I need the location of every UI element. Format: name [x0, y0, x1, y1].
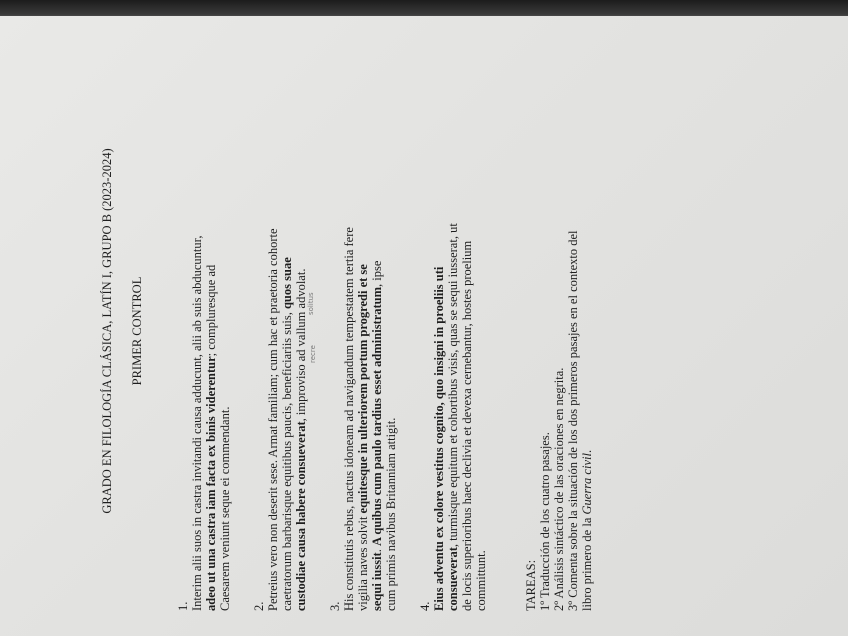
passage-4-line-3 [460, 241, 475, 611]
text-run: . [370, 546, 384, 553]
passage-2-number: 2. [252, 601, 266, 611]
text-run: ; compluresque ad [204, 264, 218, 357]
passage-2-line-1 [266, 228, 281, 611]
bold-run: quos suae [280, 257, 294, 310]
passage-3-number: 3. [328, 601, 342, 611]
passage-4-line-1 [432, 267, 447, 611]
passage-3-line-2 [356, 264, 371, 611]
task-3-continuation [580, 450, 595, 611]
passage-1-number: 1. [176, 601, 190, 611]
passage-3-line-4 [384, 418, 399, 611]
handwritten-note-1: recre [309, 345, 317, 363]
bold-run: custodiae causa habere consueverat [294, 421, 308, 611]
text-run: . [580, 449, 594, 454]
text-run: Petreius vero non deserit sese. Armat familiam; cum hac et praetoria cohorte [266, 228, 280, 611]
task-1: 1º Traducción de los cuatro pasajes. [538, 432, 552, 611]
task-2: 2º Análisis sintáctico de las oraciones en negrita. [552, 367, 566, 611]
passage-1-line-1 [190, 236, 205, 611]
passage-4-number: 4. [418, 601, 432, 611]
text-run: de locis superioribus haec declivia et devexa cernebantur, hostes proelium [460, 240, 474, 611]
bold-run: equitesque in ulteriorem portum progredi et se [356, 264, 370, 514]
passage-4-line-4 [474, 550, 489, 611]
bold-run: adeo ut una castra iam facta ex binis viderentur [204, 356, 218, 611]
text-run: libro primero de la [580, 514, 594, 611]
task-3: 3º Comenta sobre la situación de los dos primeros pasajes en el contexto del [566, 230, 580, 611]
text-run: vigilia naves solvit [356, 513, 370, 611]
passage-3-line-3 [370, 261, 385, 611]
exam-subtitle: PRIMER CONTROL [130, 276, 144, 386]
exam-title: GRADO EN FILOLOGÍA CLÁSICA, LATÍN I, GRUPO B (2023-2024) [100, 148, 114, 514]
bold-run: sequi iussit [370, 552, 384, 611]
text-run: cum primis navibus Britanniam attigit. [384, 417, 398, 611]
exam-sheet [0, 16, 848, 636]
text-run: His constitutis rebus, nactus idoneam ad navigandum tempestatem tertia fere [342, 227, 356, 611]
text-run: caetratorum barbarisque equitibus paucis, beneficiariis suis, [280, 309, 294, 611]
passage-2-line-2 [280, 257, 295, 611]
bold-run: Eius adventu ex colore vestitus cognito, quo insigni in proeliis uti [432, 266, 446, 611]
passage-2-line-3 [294, 269, 309, 611]
text-run: Caesarem veniunt seque ei commendant. [218, 406, 232, 611]
handwritten-note-2: solitus [307, 292, 315, 315]
text-run: committunt. [474, 550, 488, 611]
passage-3-line-1 [342, 227, 357, 611]
text-run: , improviso ad vallum advolat. [294, 268, 308, 422]
exam-page-rotated [100, 51, 620, 611]
passage-1-line-2 [204, 265, 219, 611]
passage-1-line-3 [218, 407, 233, 611]
passage-4-line-2 [446, 223, 461, 611]
text-run: , turmisque equitum et cohortibus visis, quas se sequi iusserat, ut [446, 223, 460, 548]
bold-run: consueverat [446, 547, 460, 611]
text-run: Interim alii suos in castra invitandi causa adducunt, alii ab suis abducuntur, [190, 235, 204, 611]
text-run: , ipse [370, 260, 384, 287]
italic-run: Guerra civil [580, 453, 594, 515]
tasks-heading: TAREAS: [524, 559, 538, 611]
bold-run: A quibus cum paulo tardius esset administratum [370, 286, 384, 547]
